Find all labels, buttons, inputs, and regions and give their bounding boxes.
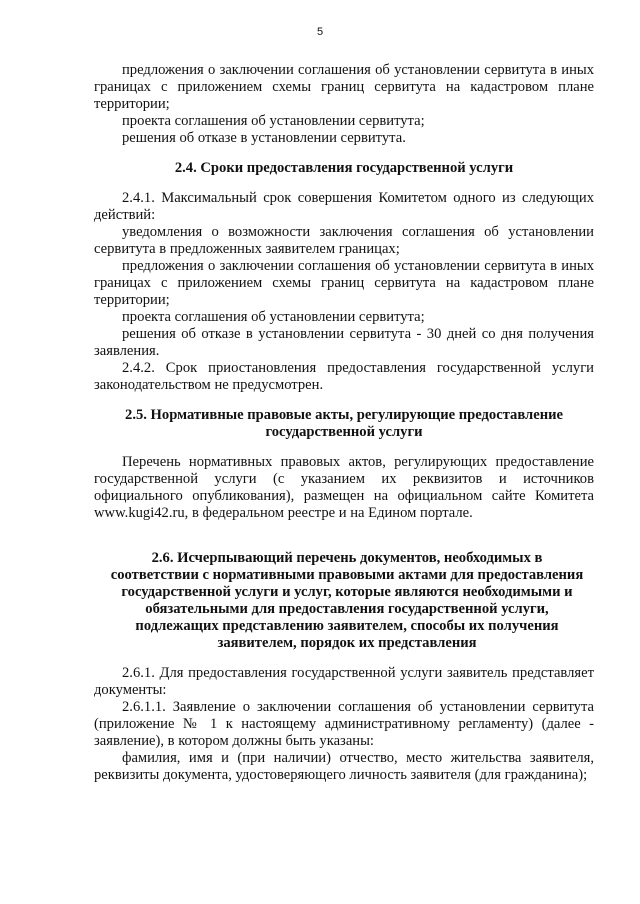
- paragraph: 2.6.1.1. Заявление о заключении соглашения об установлении сервитута (приложение № 1 к настоящему административному регламенту) (далее - заявление), в котором должны быть указаны:: [94, 699, 594, 749]
- section-heading-2-4: 2.4. Сроки предоставления государственной услуги: [174, 160, 514, 176]
- paragraph: предложения о заключении соглашения об установлении сервитута в иных границах с приложением схемы границ сервитута на кадастровом плане территории;: [94, 258, 594, 308]
- paragraph: проекта соглашения об установлении сервитута;: [122, 113, 425, 129]
- heading-line: подлежащих представлению заявителем, способы их получения: [135, 618, 559, 634]
- section-heading-2-6: [94, 550, 594, 652]
- paragraph: 2.4.1. Максимальный срок совершения Комитетом одного из следующих действий:: [94, 190, 594, 223]
- paragraph: предложения о заключении соглашения об установлении сервитута в иных границах с приложением схемы границ сервитута на кадастровом плане территории;: [94, 62, 594, 112]
- heading-line: 2.6. Исчерпывающий перечень документов, необходимых в: [151, 550, 543, 566]
- paragraph: 2.4.2. Срок приостановления предоставления государственной услуги законодательством не предусмотрен.: [94, 360, 594, 393]
- paragraph: решения об отказе в установлении сервитута.: [122, 130, 406, 146]
- paragraph: решения об отказе в установлении сервитута - 30 дней со дня получения заявления.: [94, 326, 594, 359]
- section-heading-2-5: [94, 407, 594, 441]
- page-number: 5: [316, 26, 324, 38]
- document-body: [94, 62, 594, 784]
- heading-line: государственной услуги и услуг, которые являются необходимыми и: [121, 584, 573, 600]
- heading-line: соответствии с нормативными правовыми актами для предоставления: [110, 567, 584, 583]
- heading-line: 2.5. Нормативные правовые акты, регулирующие предоставление: [125, 407, 563, 423]
- heading-line: государственной услуги: [265, 424, 423, 440]
- heading-line: заявителем, порядок их представления: [217, 635, 477, 651]
- paragraph: уведомления о возможности заключения соглашения об установлении сервитута в предложенных заявителем границах;: [94, 224, 594, 257]
- heading-line: обязательными для предоставления государственной услуги,: [145, 601, 549, 617]
- paragraph: фамилия, имя и (при наличии) отчество, место жительства заявителя, реквизиты документа, удостоверяющего личность заявителя (для гражданина);: [94, 750, 594, 783]
- paragraph: 2.6.1. Для предоставления государственной услуги заявитель представляет документы:: [94, 665, 594, 698]
- paragraph: проекта соглашения об установлении сервитута;: [122, 309, 425, 325]
- paragraph: Перечень нормативных правовых актов, регулирующих предоставление государственной услуги (с указанием их реквизитов и источников официального опубликования), размещен на официальном сайте Комитета www.kugi42.ru, в федеральном реестре и на Едином портале.: [94, 454, 594, 521]
